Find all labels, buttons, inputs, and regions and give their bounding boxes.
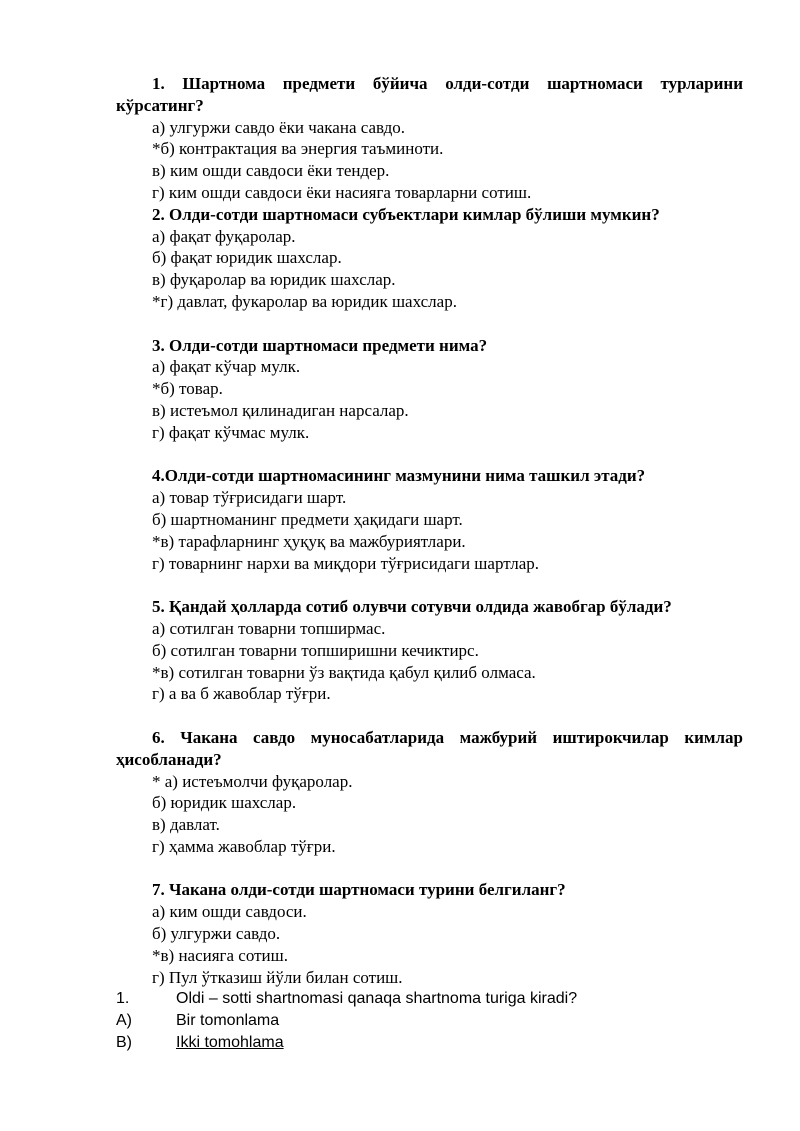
question-1 bbox=[116, 73, 743, 204]
answer-option: *в) сотилган товарни ўз вақтида қабул қилиб олмаса. bbox=[152, 662, 536, 682]
question-3 bbox=[116, 335, 743, 444]
answer-option: г) товарнинг нархи ва миқдори тўғрисидаги шартлар. bbox=[152, 553, 540, 573]
question-7 bbox=[116, 879, 743, 988]
answer-option: а) фақат фуқаролар. bbox=[152, 226, 296, 246]
answer-option: г) ким ошди савдоси ёки насияга товарларни сотиш. bbox=[152, 182, 532, 202]
paragraph-gap bbox=[116, 313, 743, 335]
question-6 bbox=[116, 727, 743, 858]
answer-option: в) истеъмол қилинадиган нарсалар. bbox=[152, 400, 409, 420]
question-4 bbox=[116, 465, 743, 574]
question-title: 5. Қандай ҳолларда сотиб олувчи сотувчи олдида жавобгар бўлади? bbox=[152, 597, 672, 617]
answer-option: а) сотилган товарни топширмас. bbox=[152, 618, 386, 638]
paragraph-gap bbox=[116, 858, 743, 880]
question-title: 6. Чакана савдо муносабатларида мажбурий иштирокчилар кимлар ҳисобланади? bbox=[116, 727, 743, 769]
answer-option: г) ҳамма жавоблар тўғри. bbox=[152, 836, 336, 856]
question-title: 7. Чакана олди-сотди шартномаси турини белгиланг? bbox=[152, 880, 566, 900]
latin-option-text: Bir tomonlama bbox=[176, 1012, 280, 1030]
latin-question bbox=[83, 988, 743, 1054]
answer-option: в) ким ошди савдоси ёки тендер. bbox=[152, 161, 390, 181]
answer-option: а) улгуржи савдо ёки чакана савдо. bbox=[152, 117, 406, 137]
latin-question-number: 1. bbox=[116, 990, 130, 1008]
answer-option: *б) контрактация ва энергия таъминоти. bbox=[152, 139, 444, 159]
answer-option: а) фақат кўчар мулк. bbox=[152, 357, 301, 377]
answer-option: *б) товар. bbox=[152, 379, 223, 399]
answer-option: б) улгуржи савдо. bbox=[152, 924, 281, 944]
answer-option: б) фақат юридик шахслар. bbox=[152, 248, 342, 268]
document-content bbox=[116, 73, 743, 1054]
question-2 bbox=[116, 204, 743, 313]
latin-answer-option bbox=[83, 1010, 743, 1032]
answer-option: б) сотилган товарни топширишни кечиктирс. bbox=[152, 640, 479, 660]
latin-question-title bbox=[83, 988, 743, 1010]
answer-option: * а) истеъмолчи фуқаролар. bbox=[152, 771, 353, 791]
question-title: 4.Олди-сотди шартномасининг мазмунини нима ташкил этади? bbox=[152, 466, 646, 486]
latin-question-text: Oldi – sotti shartnomasi qanaqa shartnoma turiga kiradi? bbox=[176, 990, 578, 1008]
answer-option: *г) давлат, фукаролар ва юридик шахслар. bbox=[152, 291, 457, 311]
paragraph-gap bbox=[116, 444, 743, 466]
answer-option: *в) тарафларнинг ҳуқуқ ва мажбуриятлари. bbox=[152, 531, 466, 551]
answer-option: б) шартноманинг предмети ҳақидаги шарт. bbox=[152, 509, 463, 529]
answer-option: г) а ва б жавоблар тўғри. bbox=[152, 684, 331, 704]
latin-option-text-underlined: Ikki tomohlama bbox=[176, 1034, 284, 1052]
answer-option: *в) насияга сотиш. bbox=[152, 945, 288, 965]
question-title: 3. Олди-сотди шартномаси предмети нима? bbox=[152, 335, 488, 355]
answer-option: а) товар тўғрисидаги шарт. bbox=[152, 488, 347, 508]
paragraph-gap bbox=[116, 705, 743, 727]
answer-option: г) Пул ўтказиш йўли билан сотиш. bbox=[152, 967, 403, 987]
latin-option-letter: A) bbox=[116, 1012, 132, 1030]
answer-option: а) ким ошди савдоси. bbox=[152, 902, 307, 922]
question-title: 2. Олди-сотди шартномаси субъектлари кимлар бўлиши мумкин? bbox=[152, 204, 660, 224]
latin-answer-option bbox=[83, 1032, 743, 1054]
answer-option: в) давлат. bbox=[152, 815, 220, 835]
question-5 bbox=[116, 596, 743, 705]
answer-option: г) фақат кўчмас мулк. bbox=[152, 422, 310, 442]
answer-option: б) юридик шахслар. bbox=[152, 793, 297, 813]
question-title: 1. Шартнома предмети бўйича олди-сотди шартномаси турларини кўрсатинг? bbox=[116, 74, 743, 115]
answer-option: в) фуқаролар ва юридик шахслар. bbox=[152, 270, 396, 290]
latin-option-letter: B) bbox=[116, 1034, 132, 1052]
paragraph-gap bbox=[116, 574, 743, 596]
